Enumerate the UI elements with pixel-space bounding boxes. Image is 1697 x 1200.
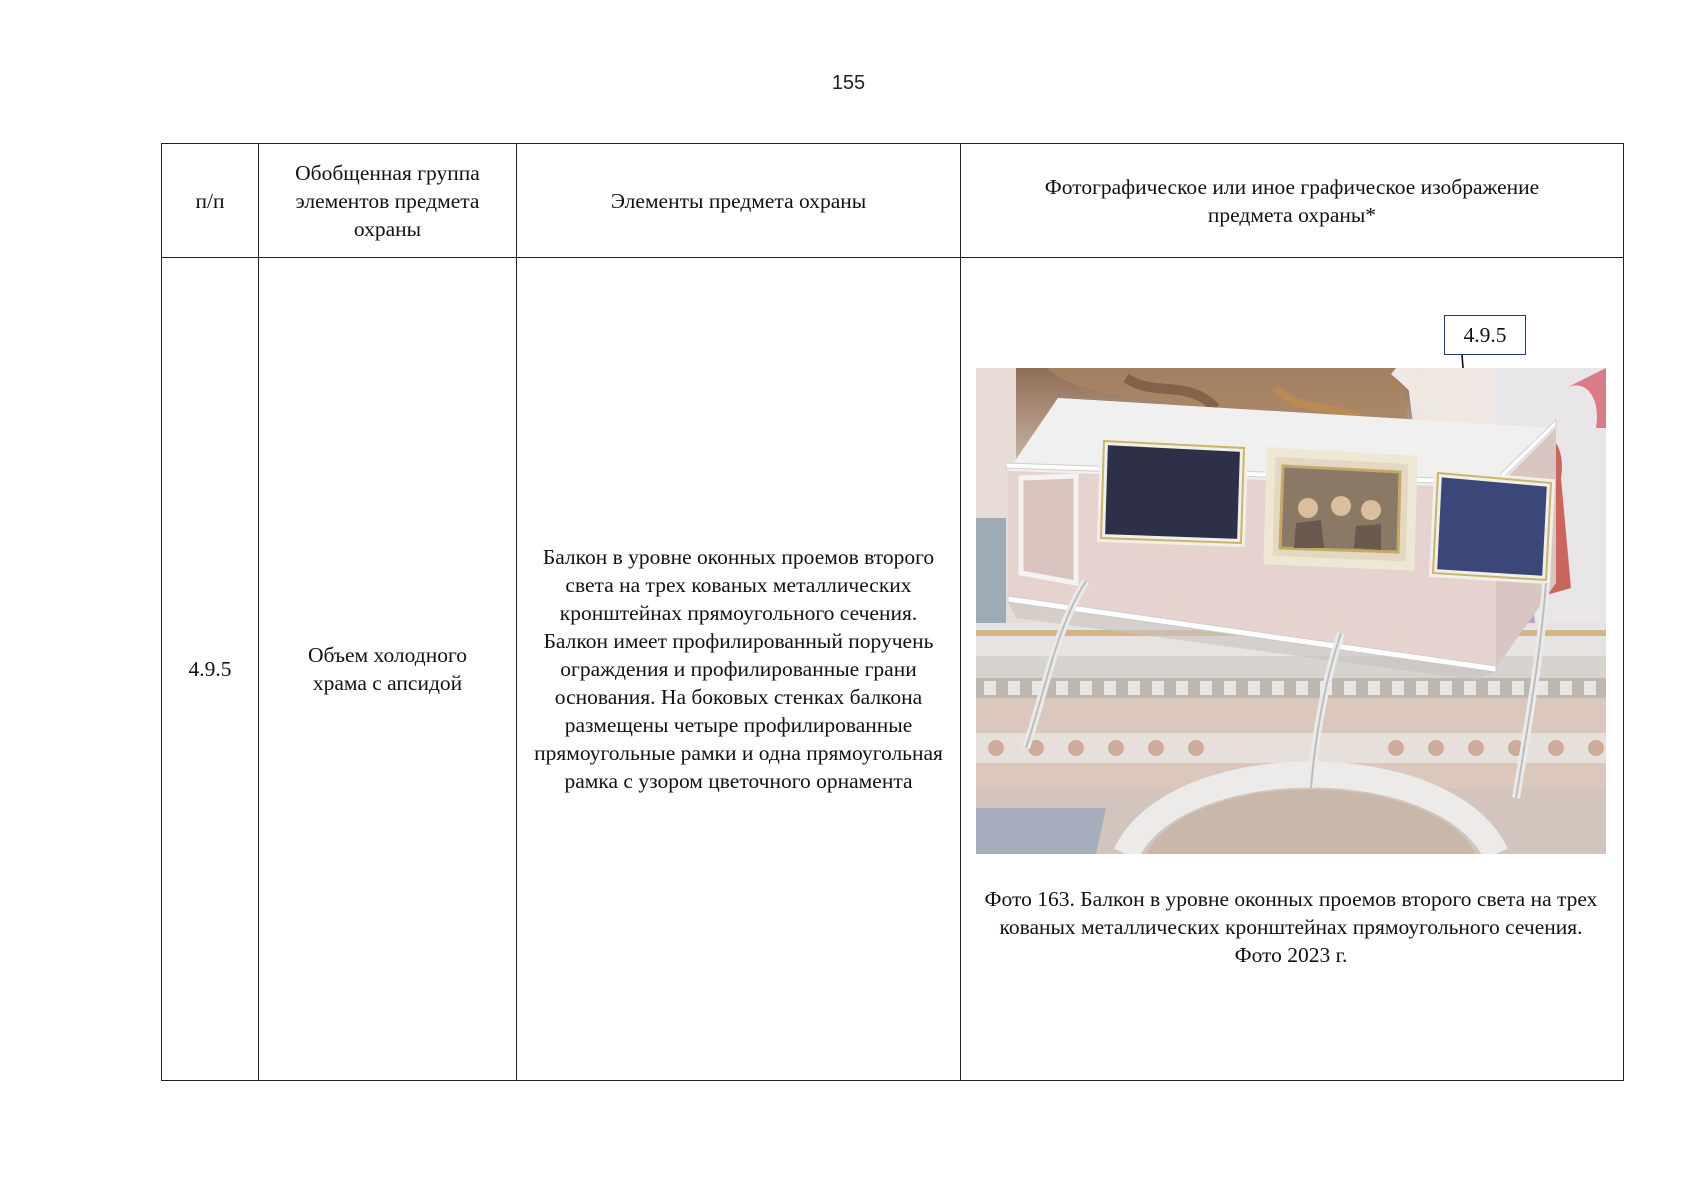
header-group: Обобщенная группа элементов предмета охраны	[259, 144, 517, 258]
page-number: 155	[831, 72, 866, 94]
row-image-cell	[961, 258, 1624, 1081]
protection-table	[161, 143, 1624, 1081]
row-number: 4.9.5	[162, 258, 259, 1081]
reference-label-box: 4.9.5	[1444, 315, 1526, 355]
header-number: п/п	[162, 144, 259, 258]
header-image: Фотографическое или иное графическое изображение предмета охраны*	[961, 144, 1624, 258]
photo-caption: Фото 163. Балкон в уровне оконных проемов второго света на трех кованых металлических кронштейнах прямоугольного сечения. Фото 2023 г.	[984, 887, 1598, 967]
row-elements: Балкон в уровне оконных проемов второго света на трех кованых металлических кронштейнах прямоугольного сечения. Балкон имеет профилированный поручень ограждения и профилированные грани основания. На боковых стенках балкона размещены четыре профилированные прямоугольные рамки и одна прямоугольная рамка с узором цветочного орнамента	[517, 258, 961, 1081]
table-row	[162, 258, 1624, 1081]
table-header-row	[162, 144, 1624, 258]
header-elements: Элементы предмета охраны	[517, 144, 961, 258]
balcony-photo	[976, 368, 1606, 854]
row-group: Объем холодного храма с апсидой	[259, 258, 517, 1081]
